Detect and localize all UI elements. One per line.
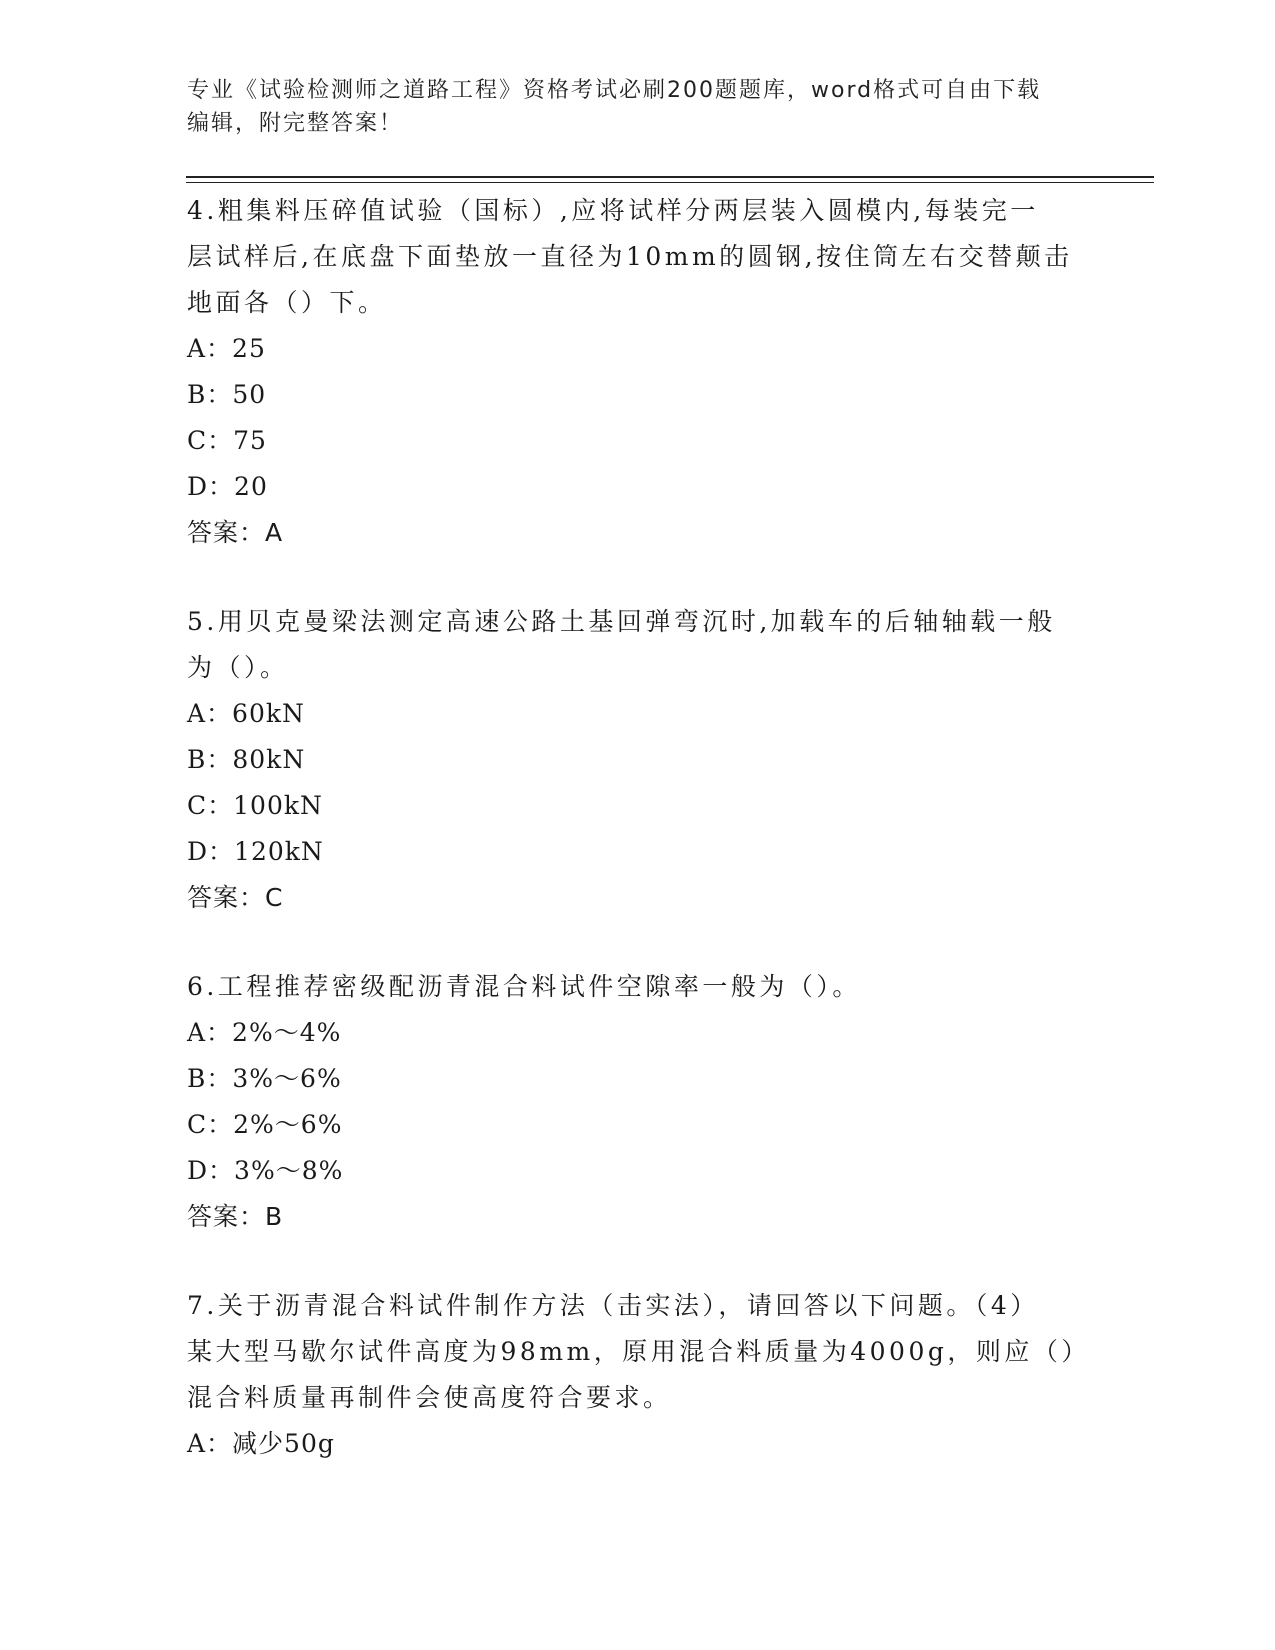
question-6-option-c: C：2%～6% (187, 1110, 343, 1139)
header-line-2: 编辑，附完整答案！ (187, 111, 404, 136)
question-6-option-b: B：3%～6% (187, 1064, 342, 1093)
question-6-answer: 答案：B (187, 1202, 284, 1231)
question-6-option-d: D：3%～8% (187, 1156, 344, 1185)
header-divider-thick (186, 176, 1154, 178)
question-4-option-c: C：75 (187, 426, 267, 455)
question-4-option-b: B：50 (187, 380, 267, 409)
question-4-option-d: D：20 (187, 472, 268, 501)
question-5-text-line-1: 5.用贝克曼梁法测定高速公路土基回弹弯沉时,加载车的后轴轴载一般 (187, 607, 1056, 636)
question-4-text-line-3: 地面各（）下。 (187, 288, 387, 317)
question-5-option-a: A：60kN (187, 699, 305, 728)
question-4 (187, 188, 1087, 556)
document-header (187, 74, 1067, 140)
question-4-answer: 答案：A (187, 518, 284, 547)
question-5-answer: 答案：C (187, 883, 284, 912)
question-5-text-line-2: 为（）。 (187, 653, 289, 682)
header-line-1: 专业《试验检测师之道路工程》资格考试必刷200题题库，word格式可自由下载 (187, 78, 1042, 103)
question-5-option-c: C：100kN (187, 791, 323, 820)
question-4-text-line-2: 层试样后,在底盘下面垫放一直径为10mm的圆钢,按住筒左右交替颠击 (187, 242, 1073, 271)
header-divider-thin (186, 182, 1154, 183)
question-7-text-line-3: 混合料质量再制件会使高度符合要求。 (187, 1383, 672, 1412)
question-6-text-line-1: 6.工程推荐密级配沥青混合料试件空隙率一般为（）。 (187, 972, 861, 1001)
question-7-option-a: A：减少50g (187, 1429, 335, 1458)
question-5-option-d: D：120kN (187, 837, 324, 866)
question-6-option-a: A：2%～4% (187, 1018, 342, 1047)
question-5-option-b: B：80kN (187, 745, 306, 774)
question-7-text-line-2: 某大型马歇尔试件高度为98mm，原用混合料质量为4000g，则应（） (187, 1337, 1090, 1366)
question-4-option-a: A：25 (187, 334, 266, 363)
question-6 (187, 964, 1087, 1240)
question-5 (187, 599, 1087, 921)
question-list (187, 188, 1090, 1467)
question-4-text-line-1: 4.粗集料压碎值试验（国标）,应将试样分两层装入圆模内,每装完一 (187, 196, 1039, 225)
question-7 (187, 1283, 1090, 1467)
question-7-text-line-1: 7.关于沥青混合料试件制作方法（击实法），请回答以下问题。（4） (187, 1291, 1039, 1320)
